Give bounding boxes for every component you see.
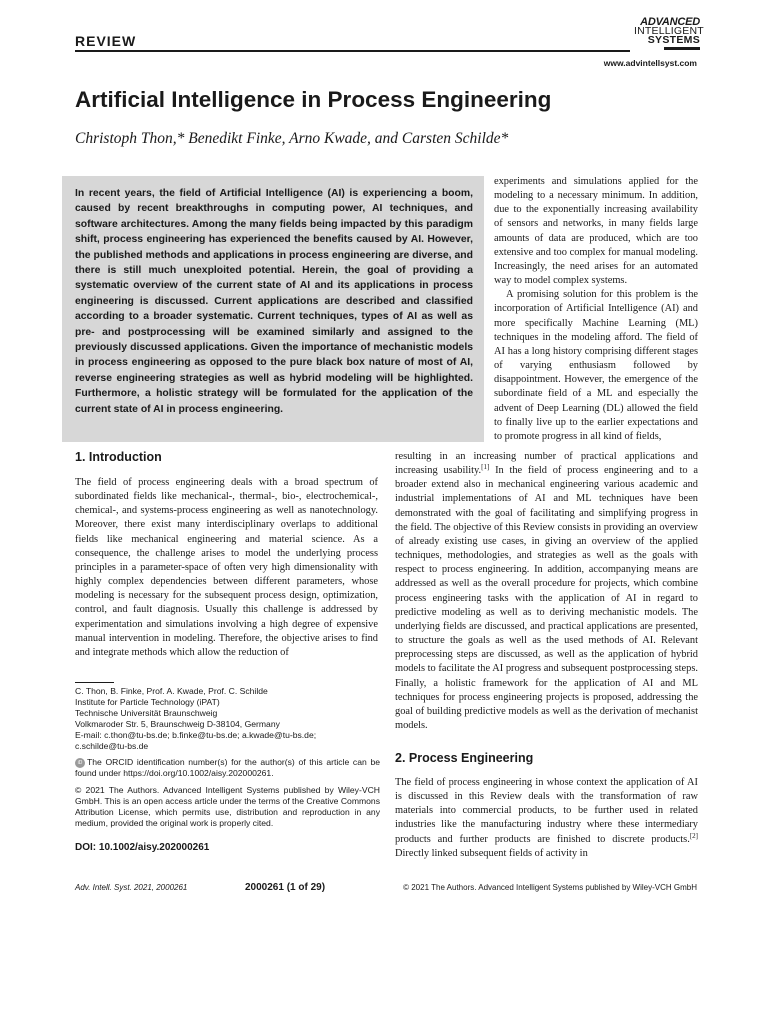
affiliation-institute: Institute for Particle Technology (iPAT) [75, 697, 220, 707]
right-column-continued [395, 450, 698, 733]
affiliation-email-2[interactable]: c.schilde@tu-bs.de [75, 741, 149, 751]
abstract-text: In recent years, the field of Artificial Intelligence (AI) is experiencing a boom, caused by recent breakthroughs in computing power, AI techniques, and software architectures. Among the many fields being impacted by this paradigm shift, process engineering has experienced the benefits caused by AI. However, the published methods and applications in process engineering are diverse, and there is still much unexploited potential. Herein, the goal of providing a systematic overview of the current state of AI and its applications in process engineering is discussed. Current applications are described and classified according to a broader systematic. Current techniques, types of AI as well as pre- and postprocessing will be examined similarly and assigned to the previously discussed applications. Given the importance of mechanistic models in process engineering as opposed to the pure black box nature of most of AI, reverse engineering strategies as well as hybrid modeling will be highlighted. Furthermore, a holistic strategy will be formulated for the application of the current state of AI in process engineering. [75, 188, 473, 415]
process-engineering-heading: 2. Process Engineering [395, 751, 534, 765]
citation-1-link[interactable]: [1] [481, 463, 490, 472]
affiliation-university: Technische Universität Braunschweig [75, 708, 218, 718]
footer-page-number: 2000261 (1 of 29) [245, 882, 326, 893]
doi-link[interactable]: DOI: 10.1002/aisy.202000261 [75, 842, 210, 853]
footer-citation [75, 883, 187, 892]
process-engineering-paragraph [395, 776, 698, 861]
introduction-body [75, 476, 378, 660]
abstract-box [62, 176, 484, 442]
right-paragraph-1: experiments and simulations applied for the modeling to a necessary minimum. In addition, due to the exponentially increasing availability of sensors and networks, in many fields large amounts of data are produced, which are too extensive and too complex for manual modeling. Increasingly, the need arises for an automated way to model complex systems. [494, 176, 698, 287]
orcid-icon: iD [75, 758, 85, 768]
introduction-paragraph: The field of process engineering deals with a broad spectrum of subordinated fields like mechanical-, thermal-, bio-, electrochemical-, chemical-, and systems-process engineering as well as nanotechnology. Moreover, there exist many interdisciplinary overlaps to additional fields like mechanical engineering and material science. As a consequence, the challenge arises to model the underlying process principles in a parameter-space of often very high dimensionality with highly complex dependencies between different parameters, whose modeling is necessary for the subsequent process design, optimization, control, and fault diagnosis. Usually this challenge is addressed by experimentation and simulations involving a high degree of expensive manual intervention in modeling. Therefore, the objective arises to find and integrate methods which allow the reduction of [75, 477, 378, 658]
right-paragraph-3-text-b: In the field of process engineering and to a broader extend also in mechanical engineering various academic and industrial implementations of AI and ML techniques have been demonstrated with the goal of facilitating and simplifying progress in the field. The objective of this Review consists in providing an overview of already existing use cases, in giving an overview of the applied techniques, methodologies, and strategies as well as the goals with respect to process engineering. In addition, accompanying means are addressed as well as the overall procedure for projects, which combine process engineering tasks with the application of AI in regard to predictive modeling as well as to deriving mechanistic models. The underlying fields are discussed, and practical applications are presented, to structure the goals as well as the used methods of AI. Relevant preprocessing steps are discussed, as well as the application of hybrid models to facilitate the AI progress and subsequent postprocessing steps. Finally, a holistic framework for the application of AI and ML techniques for process engineering projects is proposed, addressing the goal of building predictive models as well as the derivation of mechanist models. [395, 465, 698, 731]
right-paragraph-3-text-a: resulting in an increasing number of practical applications and increasing usability. [395, 451, 698, 477]
header-rule [75, 50, 630, 52]
logo-line-3: SYSTEMS [647, 34, 700, 46]
footer-citation-text: Adv. Intell. Syst. 2021, 2000261 [75, 883, 188, 892]
section2-text-a: The field of process engineering in whose context the application of AI is discussed in this Review deals with the transformation of raw materials into commercial products, to be further used in related industries like the manufacturing industry where these intermediary products and further products are finished to discrete products. [395, 777, 698, 845]
author-affiliation [75, 686, 380, 752]
process-engineering-body [395, 776, 698, 861]
right-paragraph-3 [395, 450, 698, 733]
logo-line-1: ADVANCED [640, 16, 700, 28]
section2-text-b: Directly linked subsequent fields of activity in [395, 847, 588, 859]
logo-open-access-bar [664, 47, 700, 50]
orcid-text[interactable]: The ORCID identification number(s) for the author(s) of this article can be found under https://doi.org/10.1002/aisy.202000261. [75, 757, 380, 778]
journal-url-link[interactable]: www.advintellsyst.com [603, 58, 697, 68]
citation-2-link[interactable]: [2] [689, 831, 698, 840]
article-title: Artificial Intelligence in Process Engineering [75, 87, 552, 112]
article-authors: Christoph Thon,* Benedikt Finke, Arno Kwade, and Carsten Schilde* [75, 130, 509, 147]
section-label: REVIEW [75, 33, 137, 49]
affiliation-email-1[interactable]: E-mail: c.thon@tu-bs.de; b.finke@tu-bs.de; a.kwade@tu-bs.de; [75, 730, 317, 740]
introduction-heading: 1. Introduction [75, 450, 162, 464]
footer-copyright: © 2021 The Authors. Advanced Intelligent Systems published by Wiley-VCH GmbH [403, 883, 697, 892]
footnote-rule [75, 682, 114, 683]
journal-logo [634, 16, 704, 50]
logo-line-2: INTELLIGENT [634, 25, 704, 37]
right-column-top [494, 175, 698, 444]
orcid-note [75, 757, 380, 779]
license-note: © 2021 The Authors. Advanced Intelligent Systems published by Wiley-VCH GmbH. This is an open access article under the terms of the Creative Commons Attribution License, which permits use, distribution and reproduction in any medium, provided the original work is properly cited. [75, 785, 380, 828]
affiliation-names: C. Thon, B. Finke, Prof. A. Kwade, Prof. C. Schilde [75, 686, 268, 696]
affiliation-address: Volkmaroder Str. 5, Braunschweig D-38104, Germany [75, 719, 280, 729]
right-paragraph-2: A promising solution for this problem is the incorporation of Artificial Intelligence (AI) and more specifically Machine Learning (ML) techniques in the modeling afford. The field of AI has a long history comprising different stages of varying enthusiasm followed by disappointment. However, the emergence of the subordinate field of a ML and especially the advent of Deep Learning (DL) allowed the field to finally live up to the earlier expectations and to promote progress in all kind of fields, [494, 289, 698, 442]
